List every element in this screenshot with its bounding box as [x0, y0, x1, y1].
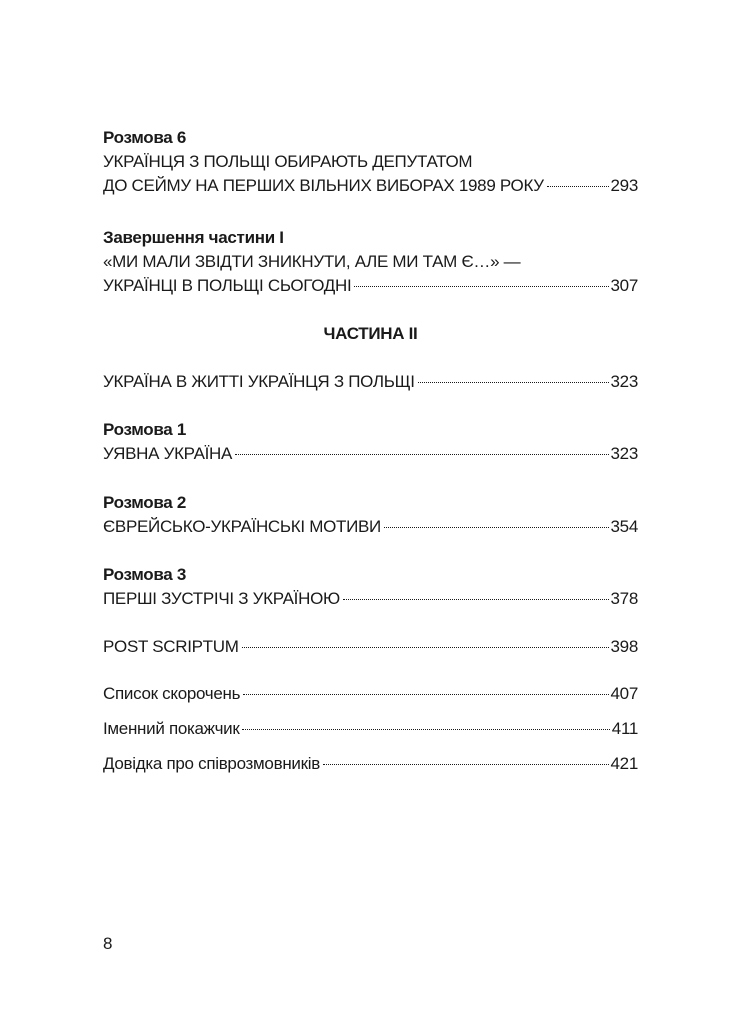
toc-heading: Розмова 1 — [103, 420, 186, 439]
toc-page-number: 398 — [610, 637, 638, 656]
toc-section-conversation-2 — [103, 491, 638, 539]
toc-entry-title: Список скорочень — [103, 684, 241, 703]
toc-page-number: 293 — [610, 176, 638, 195]
toc-page-number: 411 — [611, 719, 638, 738]
dot-leader — [343, 599, 609, 600]
dot-leader — [418, 382, 609, 383]
toc-entry-title: POST SCRIPTUM — [103, 637, 239, 656]
toc-section-conversation-3 — [103, 563, 638, 611]
dot-leader — [242, 729, 609, 730]
toc-page-number: 307 — [610, 276, 638, 295]
toc-entry-row — [103, 274, 638, 298]
toc-section-name-index — [103, 717, 638, 741]
toc-page-number: 323 — [610, 372, 638, 391]
toc-entry-row — [103, 370, 638, 394]
toc-page-number: 407 — [610, 684, 638, 703]
toc-entry-row — [103, 635, 638, 659]
dot-leader — [242, 647, 609, 648]
toc-entry-title: Довідка про співрозмовників — [103, 754, 320, 773]
dot-leader — [384, 527, 609, 528]
toc-entry-row — [103, 752, 638, 776]
dot-leader — [354, 286, 608, 287]
toc-section-post-scriptum — [103, 635, 638, 659]
toc-entry-row — [103, 682, 638, 706]
dot-leader — [547, 186, 609, 187]
toc-section-ukraine — [103, 370, 638, 394]
toc-entry-title: ПЕРШІ ЗУСТРІЧІ З УКРАЇНОЮ — [103, 589, 340, 608]
toc-page-number: 378 — [610, 589, 638, 608]
toc-section-conversation-1 — [103, 418, 638, 466]
toc-heading: Розмова 6 — [103, 128, 186, 147]
toc-page-number: 421 — [610, 754, 638, 773]
toc-entry-title: ЄВРЕЙСЬКО-УКРАЇНСЬКІ МОТИВИ — [103, 517, 381, 536]
toc-section-conversation-6 — [103, 126, 638, 198]
dot-leader — [235, 454, 608, 455]
dot-leader — [243, 694, 608, 695]
page-number: 8 — [103, 934, 113, 953]
toc-entry-line: «МИ МАЛИ ЗВІДТИ ЗНИКНУТИ, АЛЕ МИ ТАМ Є…» — — [103, 252, 521, 271]
toc-entry-line: УКРАЇНЦЯ З ПОЛЬЩІ ОБИРАЮТЬ ДЕПУТАТОМ — [103, 152, 473, 171]
toc-section-conclusion-part-1 — [103, 226, 638, 298]
toc-section-abbreviations — [103, 682, 638, 706]
toc-heading: Завершення частини І — [103, 228, 284, 247]
toc-entry-row — [103, 442, 638, 466]
toc-entry-title: Іменний покажчик — [103, 719, 240, 738]
toc-part-2-title — [103, 322, 638, 346]
dot-leader — [323, 764, 609, 765]
part-title: ЧАСТИНА ІІ — [323, 324, 418, 343]
toc-entry-row — [103, 174, 638, 198]
toc-entry-title: ДО СЕЙМУ НА ПЕРШИХ ВІЛЬНИХ ВИБОРАХ 1989 РОКУ — [103, 176, 544, 195]
toc-entry-row — [103, 717, 638, 741]
toc-entry-title: УКРАЇНЦІ В ПОЛЬЩІ СЬОГОДНІ — [103, 276, 352, 295]
toc-entry-row — [103, 515, 638, 539]
toc-section-interviewees — [103, 752, 638, 776]
toc-entry-title: УЯВНА УКРАЇНА — [103, 444, 233, 463]
toc-entry-title: УКРАЇНА В ЖИТТІ УКРАЇНЦЯ З ПОЛЬЩІ — [103, 372, 415, 391]
toc-page-number: 323 — [610, 444, 638, 463]
toc-page-number: 354 — [610, 517, 638, 536]
toc-heading: Розмова 3 — [103, 565, 186, 584]
toc-heading: Розмова 2 — [103, 493, 186, 512]
toc-entry-row — [103, 587, 638, 611]
